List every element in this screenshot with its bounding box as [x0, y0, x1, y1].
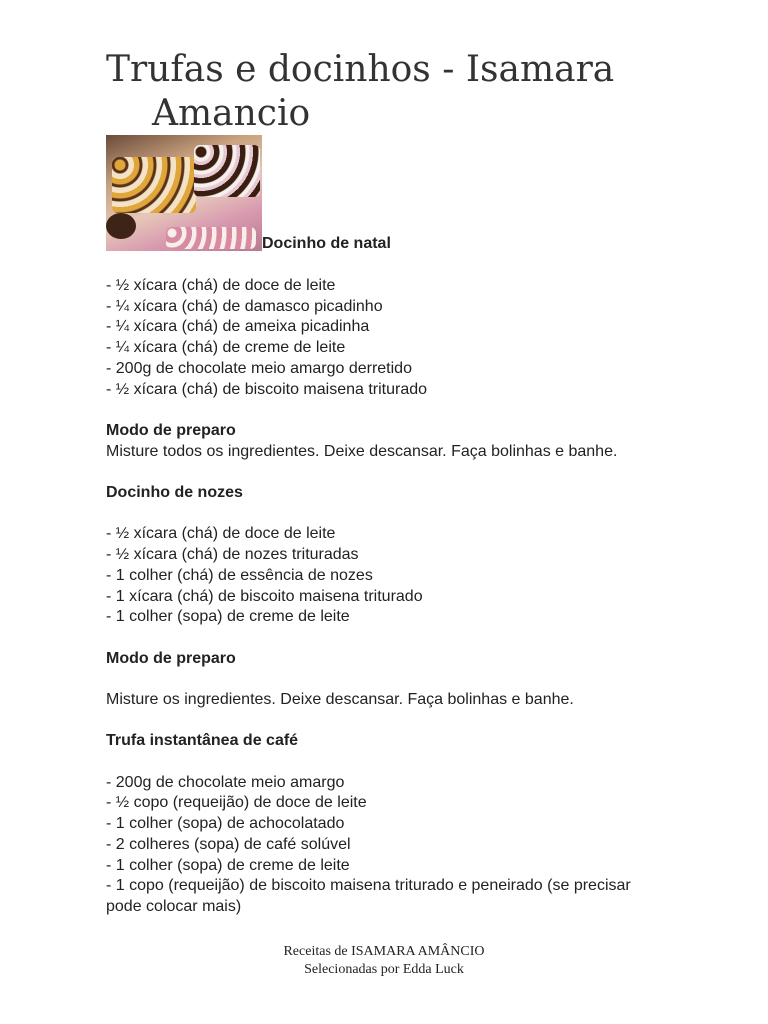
recipe-content — [106, 276, 666, 918]
spacer — [106, 752, 666, 773]
spacer — [106, 462, 666, 483]
recipe-photo — [106, 135, 262, 251]
ingredient-item: - 200g de chocolate meio amargo derretido — [106, 359, 412, 377]
ingredient-item: - ¼ xícara (chá) de creme de leite — [106, 339, 346, 357]
page-title — [106, 48, 666, 136]
ingredient-item: - 200g de chocolate meio amargo — [106, 773, 345, 791]
recipe3-title: Trufa instantânea de café — [106, 732, 299, 750]
spacer — [106, 504, 666, 525]
ingredient-item: - 1 copo (requeijão) de biscoito maisena triturado e peneirado (se precisar pode colocar mais) — [106, 877, 631, 915]
ingredient-item: - ½ xícara (chá) de doce de leite — [106, 277, 336, 294]
ingredient-item: - 1 colher (sopa) de achocolatado — [106, 815, 345, 833]
ingredient-item: - ¼ xícara (chá) de ameixa picadinha — [106, 318, 370, 336]
ingredient-item: - 1 colher (sopa) de creme de leite — [106, 608, 350, 626]
ingredient-item: - 1 xícara (chá) de biscoito maisena triturado — [106, 587, 423, 605]
photo-tray-truffles — [112, 157, 196, 213]
ingredient-item: - 1 colher (chá) de essência de nozes — [106, 566, 373, 584]
ingredient-item: - ½ xícara (chá) de doce de leite — [106, 525, 336, 543]
recipe2-title: Docinho de nozes — [106, 484, 243, 501]
ingredient-item: - ½ xícara (chá) de nozes trituradas — [106, 546, 359, 564]
ingredient-item: - ½ copo (requeijão) de doce de leite — [106, 794, 367, 812]
spacer — [106, 669, 666, 690]
spacer — [106, 628, 666, 649]
recipe1-method-heading: Modo de preparo — [106, 421, 236, 439]
recipe1-method: Misture todos os ingredientes. Deixe descansar. Faça bolinhas e banhe. — [106, 442, 618, 460]
photo-bowl — [106, 213, 136, 239]
footer-credit-line1: Receitas de ISAMARA AMÂNCIO — [283, 944, 485, 959]
ingredient-item: - 2 colheres (sopa) de café solúvel — [106, 835, 351, 853]
recipe2-method: Misture os ingredientes. Deixe descansar. Faça bolinhas e banhe. — [106, 690, 574, 708]
ingredient-item: - ¼ xícara (chá) de damasco picadinho — [106, 297, 383, 315]
recipe1-title: Docinho de natal — [262, 235, 391, 252]
page-title-line2: Amancio — [152, 93, 311, 134]
footer-credit-line2: Selecionadas por Edda Luck — [304, 962, 464, 977]
spacer — [106, 711, 666, 732]
photo-tray-bonbons — [194, 145, 260, 197]
page-title-line1: Trufas e docinhos - Isamara — [106, 49, 615, 90]
spacer — [106, 400, 666, 421]
ingredient-item: - 1 colher (sopa) de creme de leite — [106, 856, 350, 874]
photo-candies — [166, 227, 256, 249]
recipe2-method-heading: Modo de preparo — [106, 649, 236, 667]
ingredient-item: - ½ xícara (chá) de biscoito maisena triturado — [106, 380, 428, 398]
